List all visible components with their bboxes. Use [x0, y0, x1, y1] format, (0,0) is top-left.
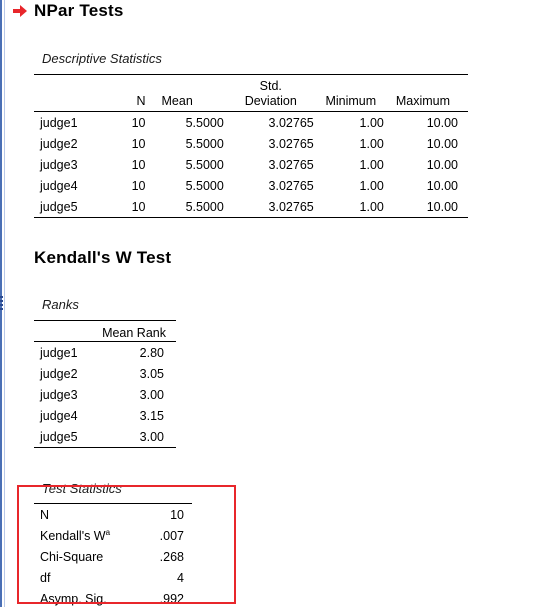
table-row — [34, 405, 176, 426]
column-header-line: Deviation — [244, 94, 297, 108]
table-row — [34, 342, 176, 364]
table-cell: 5.5000 — [185, 136, 224, 151]
row-label: judge1 — [40, 115, 78, 130]
pane-border-inner — [4, 0, 5, 607]
table-row — [34, 112, 468, 134]
column-header-blank — [34, 321, 96, 342]
table-cell: 5.5000 — [185, 157, 224, 172]
table-cell: 10.00 — [426, 199, 458, 214]
red-arrow-icon — [12, 4, 28, 18]
table-cell: 1.00 — [359, 178, 384, 193]
row-label: judge5 — [40, 199, 78, 214]
selection-highlight-box — [17, 485, 236, 604]
row-label: judge3 — [40, 157, 78, 172]
row-label-text: df — [40, 570, 51, 585]
row-label: judge4 — [40, 178, 78, 193]
table-cell: 3.00 — [139, 387, 164, 402]
table-cell: 1.00 — [359, 136, 384, 151]
table-cell: 10 — [131, 157, 146, 172]
table-cell: 3.02765 — [268, 178, 314, 193]
row-label-text: N — [40, 507, 50, 522]
splitter-handle[interactable] — [0, 296, 3, 310]
table-cell: 3.00 — [139, 429, 164, 444]
table-cell: .268 — [159, 549, 184, 564]
table-row — [34, 154, 468, 175]
row-label: judge3 — [40, 387, 78, 402]
test-statistics-caption[interactable]: Test Statistics — [42, 481, 122, 496]
column-header: Mean Rank — [96, 321, 176, 342]
table-cell: 5.5000 — [185, 115, 224, 130]
ranks-caption[interactable]: Ranks — [42, 297, 79, 312]
table-cell: 1.00 — [359, 115, 384, 130]
table-header-row — [34, 75, 468, 112]
table-cell: 4 — [177, 570, 184, 585]
column-header: N — [108, 75, 151, 112]
table-cell: 10 — [170, 507, 184, 522]
table-row — [34, 175, 468, 196]
row-label: judge5 — [40, 429, 78, 444]
table-row — [34, 384, 176, 405]
row-label: judge1 — [40, 345, 78, 360]
table-cell: 10.00 — [426, 157, 458, 172]
table-cell: 3.02765 — [268, 115, 314, 130]
table-cell: 2.80 — [139, 345, 164, 360]
table-cell: 3.02765 — [268, 199, 314, 214]
row-label-text: Chi-Square — [40, 549, 104, 564]
row-label-text: Asymp. Sig. — [40, 591, 107, 606]
table-row — [34, 363, 176, 384]
table-row — [34, 196, 468, 218]
column-header — [34, 75, 108, 112]
table-cell: 10 — [131, 136, 146, 151]
table-cell: .007 — [159, 528, 184, 543]
column-header: Maximum — [388, 75, 468, 112]
column-header: Minimum — [318, 75, 388, 112]
row-label-text: Kendall's W — [40, 528, 106, 543]
table-row — [34, 133, 468, 154]
footnote-marker: a — [105, 527, 111, 537]
table-header-row — [34, 321, 176, 342]
descriptive-statistics-table[interactable] — [34, 74, 468, 218]
table-cell: 10.00 — [426, 115, 458, 130]
column-header — [228, 75, 318, 112]
row-label: judge2 — [40, 366, 78, 381]
table-cell: 3.02765 — [268, 136, 314, 151]
table-cell: 3.15 — [139, 408, 164, 423]
table-cell: 5.5000 — [185, 178, 224, 193]
column-header-line: Std. — [259, 79, 282, 93]
descriptive-statistics-caption[interactable]: Descriptive Statistics — [42, 51, 162, 66]
table-cell: 10 — [131, 199, 146, 214]
table-cell: 3.02765 — [268, 157, 314, 172]
table-cell: 10.00 — [426, 136, 458, 151]
table-cell: 10 — [131, 115, 146, 130]
npar-tests-title[interactable]: NPar Tests — [34, 1, 124, 20]
table-cell: 10.00 — [426, 178, 458, 193]
table-cell: 3.05 — [139, 366, 164, 381]
table-cell: 1.00 — [359, 157, 384, 172]
table-cell: 10 — [131, 178, 146, 193]
table-cell: 5.5000 — [185, 199, 224, 214]
table-cell: 1.00 — [359, 199, 384, 214]
table-row — [34, 426, 176, 448]
column-header: Mean — [152, 75, 228, 112]
row-label: judge4 — [40, 408, 78, 423]
kendalls-w-test-title[interactable]: Kendall's W Test — [34, 248, 172, 267]
table-cell: .992 — [159, 591, 184, 606]
ranks-table[interactable] — [34, 320, 176, 448]
row-label: judge2 — [40, 136, 78, 151]
